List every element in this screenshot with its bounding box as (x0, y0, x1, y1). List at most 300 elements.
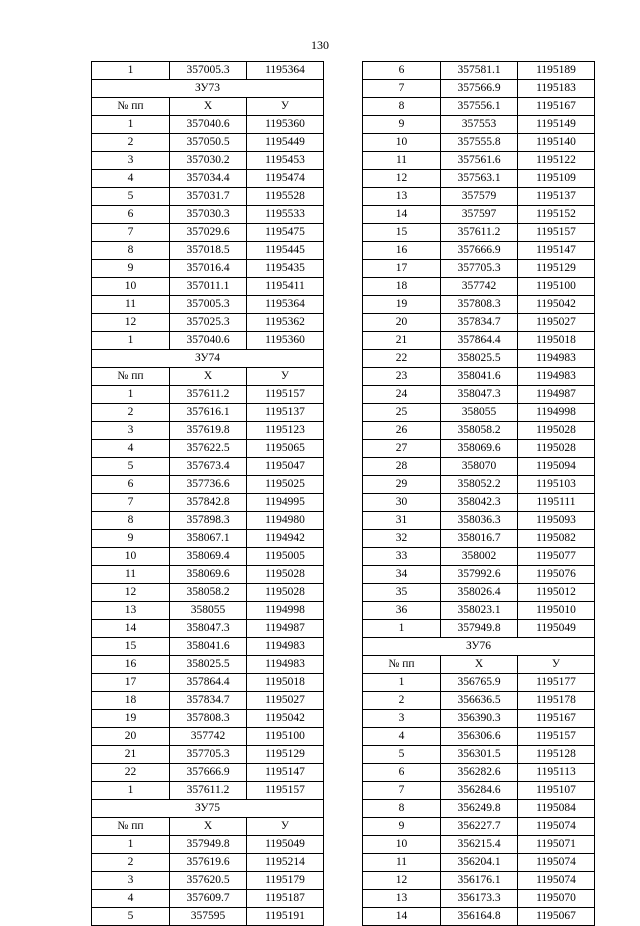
x-coordinate-cell: 357595 (170, 908, 247, 926)
table-row (363, 62, 595, 80)
y-coordinate-cell: 1195113 (518, 764, 595, 782)
column-header: У (518, 656, 595, 674)
x-coordinate-cell: 358069.6 (170, 566, 247, 584)
x-coordinate-cell: 357030.3 (170, 206, 247, 224)
y-coordinate-cell: 1194987 (518, 386, 595, 404)
point-number-cell: 7 (363, 782, 441, 800)
point-number-cell: 1 (92, 782, 170, 800)
y-coordinate-cell: 1195122 (518, 152, 595, 170)
table-header-row (92, 368, 324, 386)
x-coordinate-cell: 357666.9 (441, 242, 518, 260)
table-row (363, 674, 595, 692)
point-number-cell: 35 (363, 584, 441, 602)
x-coordinate-cell: 357622.5 (170, 440, 247, 458)
point-number-cell: 5 (363, 746, 441, 764)
point-number-cell: 24 (363, 386, 441, 404)
x-coordinate-cell: 356227.7 (441, 818, 518, 836)
point-number-cell: 13 (363, 188, 441, 206)
table-row (363, 494, 595, 512)
table-row (92, 296, 324, 314)
y-coordinate-cell: 1195084 (518, 800, 595, 818)
parcel-title: ЗУ76 (363, 638, 595, 656)
point-number-cell: 11 (92, 566, 170, 584)
y-coordinate-cell: 1195047 (247, 458, 324, 476)
table-row (92, 584, 324, 602)
table-row (92, 836, 324, 854)
y-coordinate-cell: 1195027 (518, 314, 595, 332)
point-number-cell: 3 (92, 152, 170, 170)
point-number-cell: 1 (92, 332, 170, 350)
point-number-cell: 20 (363, 314, 441, 332)
parcel-title: ЗУ73 (92, 80, 324, 98)
point-number-cell: 36 (363, 602, 441, 620)
point-number-cell: 5 (92, 908, 170, 926)
table-row (92, 674, 324, 692)
x-coordinate-cell: 357034.4 (170, 170, 247, 188)
point-number-cell: 9 (92, 260, 170, 278)
table-row (92, 494, 324, 512)
table-row (92, 602, 324, 620)
y-coordinate-cell: 1195074 (518, 872, 595, 890)
column-header: У (247, 818, 324, 836)
point-number-cell: 14 (363, 908, 441, 926)
point-number-cell: 25 (363, 404, 441, 422)
point-number-cell: 12 (363, 872, 441, 890)
column-header: № пп (363, 656, 441, 674)
table-row (363, 818, 595, 836)
x-coordinate-cell: 357949.8 (441, 620, 518, 638)
point-number-cell: 22 (92, 764, 170, 782)
y-coordinate-cell: 1195187 (247, 890, 324, 908)
y-coordinate-cell: 1195070 (518, 890, 595, 908)
x-coordinate-cell: 357050.5 (170, 134, 247, 152)
point-number-cell: 6 (363, 764, 441, 782)
table-row (363, 584, 595, 602)
y-coordinate-cell: 1195093 (518, 512, 595, 530)
point-number-cell: 9 (363, 818, 441, 836)
y-coordinate-cell: 1195111 (518, 494, 595, 512)
x-coordinate-cell: 357808.3 (170, 710, 247, 728)
table-header-row (363, 656, 595, 674)
table-row (363, 710, 595, 728)
point-number-cell: 13 (363, 890, 441, 908)
x-coordinate-cell: 358025.5 (441, 350, 518, 368)
x-coordinate-cell: 358052.2 (441, 476, 518, 494)
point-number-cell: 17 (92, 674, 170, 692)
table-row (92, 620, 324, 638)
column-header: № пп (92, 98, 170, 116)
y-coordinate-cell: 1195082 (518, 530, 595, 548)
y-coordinate-cell: 1195005 (247, 548, 324, 566)
table-row (92, 710, 324, 728)
x-coordinate-cell: 358055 (170, 602, 247, 620)
point-number-cell: 32 (363, 530, 441, 548)
y-coordinate-cell: 1194983 (247, 656, 324, 674)
point-number-cell: 4 (363, 728, 441, 746)
table-row (92, 314, 324, 332)
y-coordinate-cell: 1195157 (247, 386, 324, 404)
x-coordinate-cell: 357619.8 (170, 422, 247, 440)
point-number-cell: 2 (363, 692, 441, 710)
table-row (363, 512, 595, 530)
table-row (363, 296, 595, 314)
y-coordinate-cell: 1195028 (247, 566, 324, 584)
x-coordinate-cell: 357018.5 (170, 242, 247, 260)
column-header: У (247, 98, 324, 116)
y-coordinate-cell: 1195147 (518, 242, 595, 260)
table-row (92, 476, 324, 494)
point-number-cell: 1 (92, 116, 170, 134)
point-number-cell: 9 (92, 530, 170, 548)
point-number-cell: 26 (363, 422, 441, 440)
table-row (363, 746, 595, 764)
x-coordinate-cell: 356390.3 (441, 710, 518, 728)
y-coordinate-cell: 1195128 (518, 746, 595, 764)
y-coordinate-cell: 1194987 (247, 620, 324, 638)
point-number-cell: 3 (363, 710, 441, 728)
y-coordinate-cell: 1195411 (247, 278, 324, 296)
table-row (363, 314, 595, 332)
point-number-cell: 20 (92, 728, 170, 746)
table-row (363, 458, 595, 476)
point-number-cell: 22 (363, 350, 441, 368)
point-number-cell: 23 (363, 368, 441, 386)
x-coordinate-cell: 357705.3 (170, 746, 247, 764)
x-coordinate-cell: 356301.5 (441, 746, 518, 764)
y-coordinate-cell: 1195179 (247, 872, 324, 890)
y-coordinate-cell: 1195214 (247, 854, 324, 872)
point-number-cell: 5 (92, 188, 170, 206)
table-row (363, 422, 595, 440)
point-number-cell: 8 (363, 98, 441, 116)
x-coordinate-cell: 357005.3 (170, 296, 247, 314)
parcel-title-row (363, 638, 595, 656)
table-row (92, 422, 324, 440)
x-coordinate-cell: 357834.7 (441, 314, 518, 332)
x-coordinate-cell: 358042.3 (441, 494, 518, 512)
point-number-cell: 21 (363, 332, 441, 350)
x-coordinate-cell: 357555.8 (441, 134, 518, 152)
table-row (363, 404, 595, 422)
y-coordinate-cell: 1195049 (518, 620, 595, 638)
point-number-cell: 1 (363, 674, 441, 692)
x-coordinate-cell: 356176.1 (441, 872, 518, 890)
point-number-cell: 4 (92, 890, 170, 908)
point-number-cell: 7 (363, 80, 441, 98)
table-row (363, 80, 595, 98)
parcel-title-row (92, 800, 324, 818)
x-coordinate-cell: 357040.6 (170, 116, 247, 134)
y-coordinate-cell: 1195025 (247, 476, 324, 494)
x-coordinate-cell: 356282.6 (441, 764, 518, 782)
x-coordinate-cell: 357611.2 (441, 224, 518, 242)
y-coordinate-cell: 1195474 (247, 170, 324, 188)
point-number-cell: 11 (363, 854, 441, 872)
point-number-cell: 9 (363, 116, 441, 134)
point-number-cell: 27 (363, 440, 441, 458)
x-coordinate-cell: 357005.3 (170, 62, 247, 80)
table-row (363, 386, 595, 404)
point-number-cell: 1 (92, 62, 170, 80)
x-coordinate-cell: 356765.9 (441, 674, 518, 692)
x-coordinate-cell: 356164.8 (441, 908, 518, 926)
x-coordinate-cell: 358016.7 (441, 530, 518, 548)
table-row (363, 134, 595, 152)
y-coordinate-cell: 1195157 (518, 728, 595, 746)
table-row (363, 620, 595, 638)
x-coordinate-cell: 356284.6 (441, 782, 518, 800)
x-coordinate-cell: 357742 (441, 278, 518, 296)
x-coordinate-cell: 357579 (441, 188, 518, 206)
point-number-cell: 15 (363, 224, 441, 242)
y-coordinate-cell: 1195028 (518, 422, 595, 440)
table-row (363, 368, 595, 386)
table-row (92, 278, 324, 296)
x-coordinate-cell: 357842.8 (170, 494, 247, 512)
table-row (363, 278, 595, 296)
y-coordinate-cell: 1195065 (247, 440, 324, 458)
point-number-cell: 10 (363, 134, 441, 152)
point-number-cell: 16 (363, 242, 441, 260)
x-coordinate-cell: 357040.6 (170, 332, 247, 350)
x-coordinate-cell: 357016.4 (170, 260, 247, 278)
x-coordinate-cell: 357030.2 (170, 152, 247, 170)
point-number-cell: 4 (92, 170, 170, 188)
y-coordinate-cell: 1195129 (247, 746, 324, 764)
table-row (363, 872, 595, 890)
table-row (92, 638, 324, 656)
point-number-cell: 6 (92, 206, 170, 224)
x-coordinate-cell: 356204.1 (441, 854, 518, 872)
table-row (92, 188, 324, 206)
point-number-cell: 10 (363, 836, 441, 854)
y-coordinate-cell: 1195074 (518, 854, 595, 872)
x-coordinate-cell: 357864.4 (441, 332, 518, 350)
y-coordinate-cell: 1194995 (247, 494, 324, 512)
page-number: 130 (311, 38, 329, 52)
table-row (92, 440, 324, 458)
table-row (363, 224, 595, 242)
point-number-cell: 29 (363, 476, 441, 494)
table-row (92, 242, 324, 260)
x-coordinate-cell: 358025.5 (170, 656, 247, 674)
x-coordinate-cell: 357742 (170, 728, 247, 746)
x-coordinate-cell: 358041.6 (170, 638, 247, 656)
table-row (363, 728, 595, 746)
table-row (92, 458, 324, 476)
x-coordinate-cell: 357898.3 (170, 512, 247, 530)
table-row (363, 566, 595, 584)
table-row (363, 836, 595, 854)
table-row (363, 530, 595, 548)
table-row (363, 854, 595, 872)
point-number-cell: 17 (363, 260, 441, 278)
point-number-cell: 11 (363, 152, 441, 170)
table-header-row (92, 818, 324, 836)
y-coordinate-cell: 1195027 (247, 692, 324, 710)
x-coordinate-cell: 358047.3 (441, 386, 518, 404)
table-row (92, 332, 324, 350)
y-coordinate-cell: 1195042 (518, 296, 595, 314)
column-header: № пп (92, 368, 170, 386)
y-coordinate-cell: 1195042 (247, 710, 324, 728)
y-coordinate-cell: 1195178 (518, 692, 595, 710)
y-coordinate-cell: 1195191 (247, 908, 324, 926)
x-coordinate-cell: 357992.6 (441, 566, 518, 584)
x-coordinate-cell: 358070 (441, 458, 518, 476)
y-coordinate-cell: 1195071 (518, 836, 595, 854)
y-coordinate-cell: 1195103 (518, 476, 595, 494)
point-number-cell: 19 (92, 710, 170, 728)
table-row (92, 404, 324, 422)
point-number-cell: 11 (92, 296, 170, 314)
column-header: У (247, 368, 324, 386)
y-coordinate-cell: 1195475 (247, 224, 324, 242)
y-coordinate-cell: 1195360 (247, 116, 324, 134)
x-coordinate-cell: 356215.4 (441, 836, 518, 854)
table-row (92, 206, 324, 224)
point-number-cell: 31 (363, 512, 441, 530)
x-coordinate-cell: 357619.6 (170, 854, 247, 872)
y-coordinate-cell: 1194980 (247, 512, 324, 530)
table-row (92, 548, 324, 566)
x-coordinate-cell: 358055 (441, 404, 518, 422)
x-coordinate-cell: 357597 (441, 206, 518, 224)
table-row (92, 728, 324, 746)
y-coordinate-cell: 1195157 (247, 782, 324, 800)
table-row (92, 386, 324, 404)
table-row (92, 170, 324, 188)
y-coordinate-cell: 1195018 (247, 674, 324, 692)
x-coordinate-cell: 357553 (441, 116, 518, 134)
table-row (92, 512, 324, 530)
y-coordinate-cell: 1195077 (518, 548, 595, 566)
y-coordinate-cell: 1195109 (518, 170, 595, 188)
parcel-title: ЗУ74 (92, 350, 324, 368)
table-row (363, 116, 595, 134)
x-coordinate-cell: 358058.2 (441, 422, 518, 440)
x-coordinate-cell: 357563.1 (441, 170, 518, 188)
y-coordinate-cell: 1195123 (247, 422, 324, 440)
y-coordinate-cell: 1195076 (518, 566, 595, 584)
y-coordinate-cell: 1195149 (518, 116, 595, 134)
x-coordinate-cell: 357949.8 (170, 836, 247, 854)
x-coordinate-cell: 358026.4 (441, 584, 518, 602)
y-coordinate-cell: 1194983 (247, 638, 324, 656)
y-coordinate-cell: 1195435 (247, 260, 324, 278)
x-coordinate-cell: 356249.8 (441, 800, 518, 818)
x-coordinate-cell: 356173.3 (441, 890, 518, 908)
table-row (363, 350, 595, 368)
x-coordinate-cell: 357864.4 (170, 674, 247, 692)
y-coordinate-cell: 1195533 (247, 206, 324, 224)
point-number-cell: 19 (363, 296, 441, 314)
y-coordinate-cell: 1194998 (518, 404, 595, 422)
point-number-cell: 6 (92, 476, 170, 494)
y-coordinate-cell: 1195028 (247, 584, 324, 602)
point-number-cell: 16 (92, 656, 170, 674)
point-number-cell: 7 (92, 224, 170, 242)
table-row (92, 134, 324, 152)
y-coordinate-cell: 1195010 (518, 602, 595, 620)
column-header: X (441, 656, 518, 674)
y-coordinate-cell: 1195100 (247, 728, 324, 746)
y-coordinate-cell: 1195364 (247, 296, 324, 314)
point-number-cell: 28 (363, 458, 441, 476)
table-row (363, 548, 595, 566)
point-number-cell: 18 (363, 278, 441, 296)
point-number-cell: 2 (92, 134, 170, 152)
x-coordinate-cell: 357609.7 (170, 890, 247, 908)
table-row (363, 260, 595, 278)
y-coordinate-cell: 1195445 (247, 242, 324, 260)
point-number-cell: 14 (363, 206, 441, 224)
x-coordinate-cell: 357029.6 (170, 224, 247, 242)
y-coordinate-cell: 1194983 (518, 368, 595, 386)
y-coordinate-cell: 1195067 (518, 908, 595, 926)
y-coordinate-cell: 1195137 (518, 188, 595, 206)
table-row (363, 332, 595, 350)
table-row (363, 782, 595, 800)
y-coordinate-cell: 1194983 (518, 350, 595, 368)
x-coordinate-cell: 358069.4 (170, 548, 247, 566)
x-coordinate-cell: 357666.9 (170, 764, 247, 782)
table-row (92, 746, 324, 764)
point-number-cell: 8 (92, 512, 170, 530)
parcel-title-row (92, 80, 324, 98)
table-row (92, 782, 324, 800)
y-coordinate-cell: 1195049 (247, 836, 324, 854)
column-header: № пп (92, 818, 170, 836)
y-coordinate-cell: 1195453 (247, 152, 324, 170)
y-coordinate-cell: 1195364 (247, 62, 324, 80)
x-coordinate-cell: 357736.6 (170, 476, 247, 494)
table-row (363, 692, 595, 710)
point-number-cell: 3 (92, 422, 170, 440)
point-number-cell: 12 (363, 170, 441, 188)
point-number-cell: 8 (363, 800, 441, 818)
point-number-cell: 4 (92, 440, 170, 458)
point-number-cell: 33 (363, 548, 441, 566)
x-coordinate-cell: 357705.3 (441, 260, 518, 278)
x-coordinate-cell: 358067.1 (170, 530, 247, 548)
point-number-cell: 7 (92, 494, 170, 512)
table-row (363, 764, 595, 782)
y-coordinate-cell: 1195177 (518, 674, 595, 692)
table-row (363, 206, 595, 224)
point-number-cell: 1 (363, 620, 441, 638)
x-coordinate-cell: 357616.1 (170, 404, 247, 422)
point-number-cell: 6 (363, 62, 441, 80)
coordinates-table-left (91, 61, 324, 926)
point-number-cell: 5 (92, 458, 170, 476)
x-coordinate-cell: 356306.6 (441, 728, 518, 746)
x-coordinate-cell: 357031.7 (170, 188, 247, 206)
x-coordinate-cell: 357025.3 (170, 314, 247, 332)
table-row (92, 908, 324, 926)
x-coordinate-cell: 357808.3 (441, 296, 518, 314)
y-coordinate-cell: 1195129 (518, 260, 595, 278)
point-number-cell: 8 (92, 242, 170, 260)
y-coordinate-cell: 1195189 (518, 62, 595, 80)
table-row (92, 260, 324, 278)
parcel-title: ЗУ75 (92, 800, 324, 818)
y-coordinate-cell: 1195137 (247, 404, 324, 422)
table-row (92, 152, 324, 170)
x-coordinate-cell: 358023.1 (441, 602, 518, 620)
y-coordinate-cell: 1195012 (518, 584, 595, 602)
y-coordinate-cell: 1195183 (518, 80, 595, 98)
